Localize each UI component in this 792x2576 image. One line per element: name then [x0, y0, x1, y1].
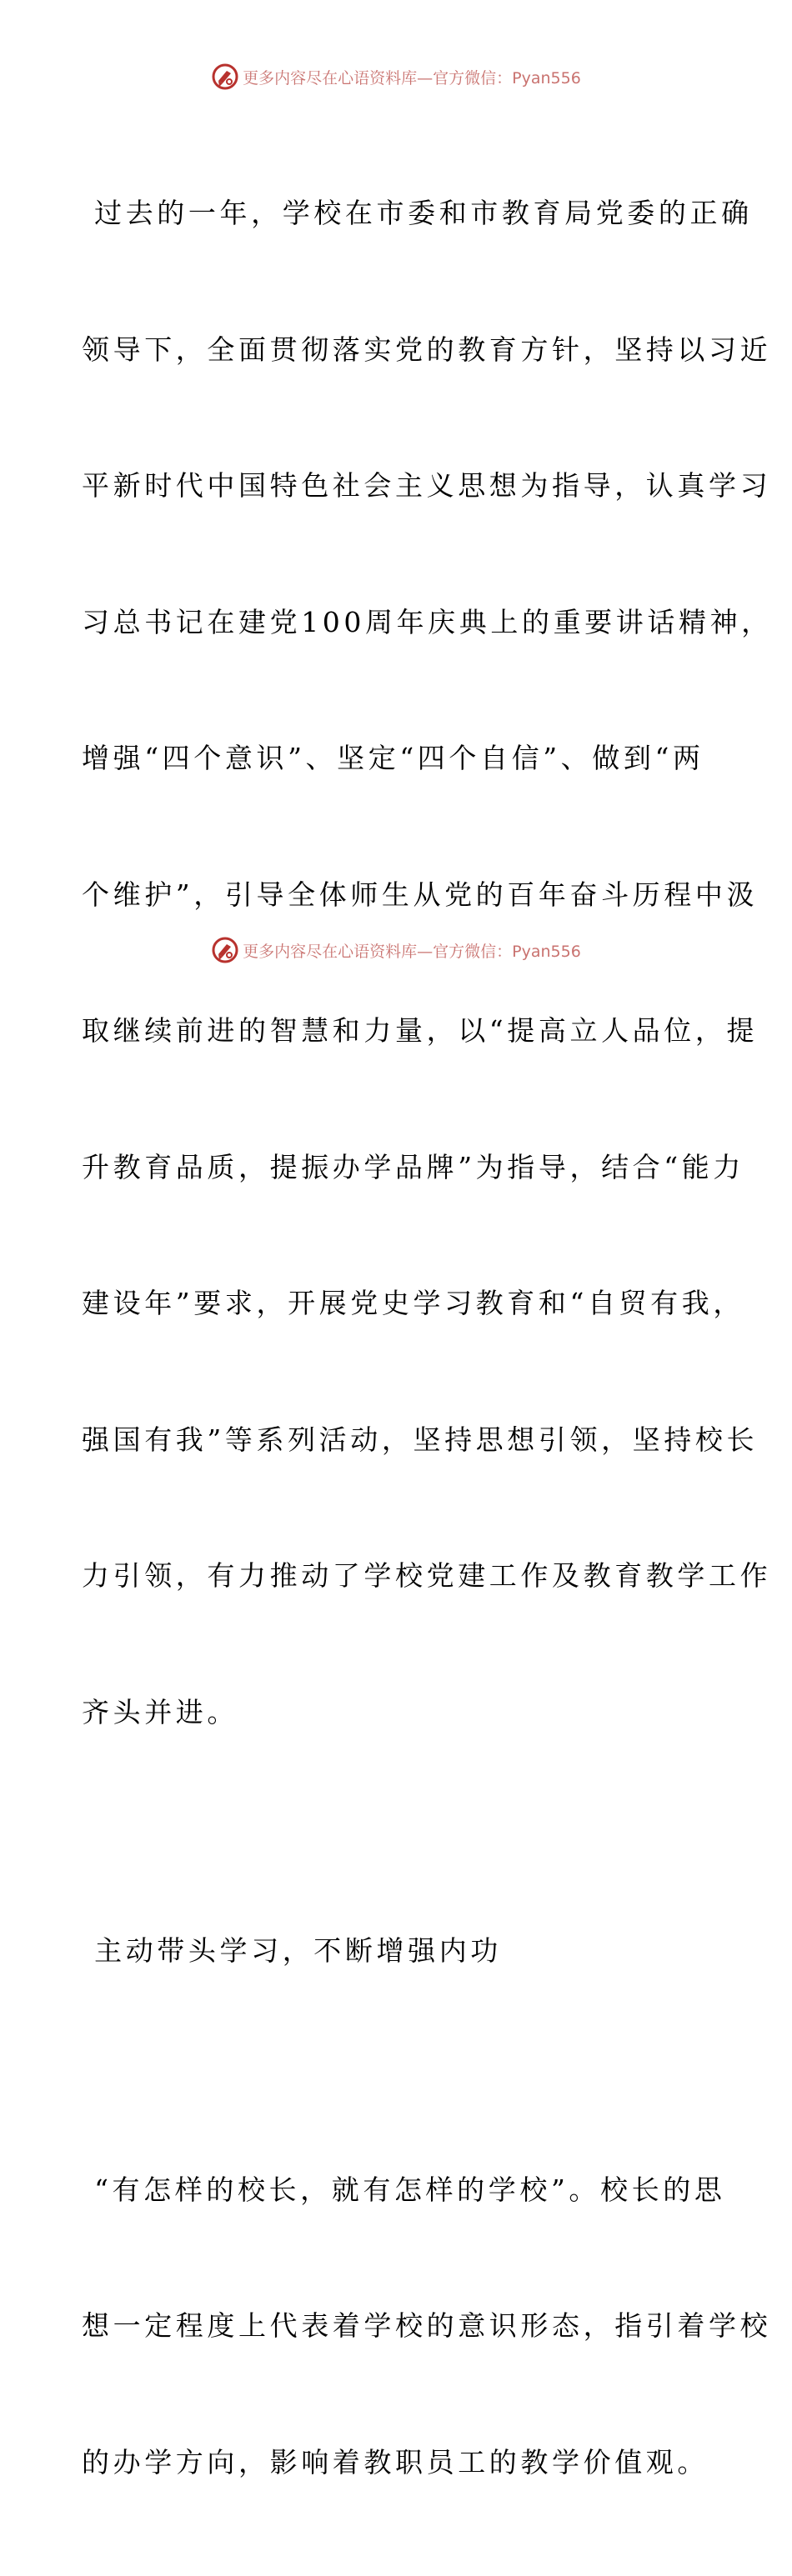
logo-icon [211, 63, 239, 91]
text-line: 建设年”要求，开展党史学习教育和“自贸有我， [82, 1281, 715, 1327]
logo-icon [211, 936, 239, 964]
text-line: “有怎样的校长，就有怎样的学校”。校长的思 [82, 2168, 715, 2213]
text-line: 过去的一年，学校在市委和市教育局党委的正确 [82, 191, 715, 237]
text-line: 个维护”，引导全体师生从党的百年奋斗历程中汲 [82, 873, 715, 918]
text-line: 增强“四个意识”、坚定“四个自信”、做到“两 [82, 736, 715, 782]
header-banner [0, 60, 792, 93]
text-line: 升教育品质，提振办学品牌”为指导，结合“能力 [82, 1145, 715, 1191]
text-line: 习总书记在建党100周年庆典上的重要讲话精神， [82, 600, 715, 646]
footer-banner-wechat: 官方微信：Pyan556 [433, 939, 581, 962]
heading-line: 主动带头学习，不断增强内功 [82, 1928, 715, 1974]
document-body [82, 100, 715, 2576]
header-banner-wechat: 官方微信：Pyan556 [433, 66, 581, 88]
footer-banner [0, 933, 792, 967]
text-line: 领导下，全面贯彻落实党的教育方针，坚持以习近 [82, 328, 715, 373]
footer-banner-text: 更多内容尽在心语资料库— [243, 939, 433, 962]
text-line: 力引领，有力推动了学校党建工作及教育教学工作 [82, 1553, 715, 1599]
text-line: 的办学方向，影响着教职员工的教学价值观。 [82, 2440, 715, 2486]
section-heading [82, 1838, 715, 2065]
header-banner-text: 更多内容尽在心语资料库— [243, 66, 433, 88]
text-line: 强国有我”等系列活动，坚持思想引领，坚持校长 [82, 1418, 715, 1463]
paragraph-principal [82, 2077, 715, 2576]
text-line: 想一定程度上代表着学校的意识形态，指引着学校 [82, 2303, 715, 2349]
text-line: 取继续前进的智慧和力量，以“提高立人品位，提 [82, 1008, 715, 1054]
text-line: 平新时代中国特色社会主义思想为指导，认真学习 [82, 463, 715, 509]
text-line: 齐头并进。 [82, 1690, 715, 1736]
